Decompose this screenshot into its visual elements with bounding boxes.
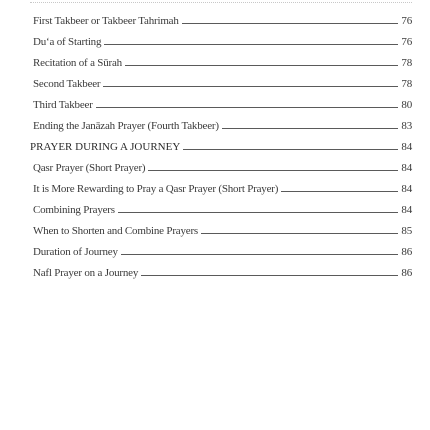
toc-entry-page: 86 <box>401 267 412 279</box>
toc-entry[interactable] <box>30 111 412 132</box>
toc-entry-title: Recitation of a Sūrah <box>33 57 122 69</box>
toc-entry-title: Duration of Journey <box>33 246 118 258</box>
top-divider <box>30 2 412 3</box>
toc-entry-page: 76 <box>401 36 412 48</box>
table-of-contents <box>30 6 412 279</box>
toc-entry-page: 80 <box>401 99 412 111</box>
toc-leader-line <box>125 65 398 66</box>
toc-entry[interactable] <box>30 174 412 195</box>
toc-leader-line <box>118 212 399 213</box>
toc-entry[interactable] <box>30 195 412 216</box>
toc-entry-page: 83 <box>401 120 412 132</box>
toc-leader-line <box>121 254 399 255</box>
toc-entry[interactable] <box>30 27 412 48</box>
toc-entry-title: Combining Prayers <box>33 204 115 216</box>
toc-entry-title: Nafl Prayer on a Journey <box>33 267 139 279</box>
toc-entry[interactable] <box>30 216 412 237</box>
toc-entry-page: 78 <box>401 78 412 90</box>
toc-leader-line <box>183 149 398 150</box>
toc-entry-page: 84 <box>401 183 412 195</box>
toc-entry[interactable] <box>30 69 412 90</box>
toc-entry-title: Ending the Janāzah Prayer (Fourth Takbeer) <box>33 120 219 132</box>
toc-leader-line <box>222 128 399 129</box>
toc-entry-title: It is More Rewarding to Pray a Qasr Prayer (Short Prayer) <box>33 183 279 195</box>
toc-leader-line <box>182 23 399 24</box>
toc-entry-page: 84 <box>401 162 412 174</box>
toc-entry-title: When to Shorten and Combine Prayers <box>33 225 198 237</box>
toc-leader-line <box>141 275 398 276</box>
toc-leader-line <box>96 107 399 108</box>
toc-entry-page: 86 <box>401 246 412 258</box>
toc-entry-page: 85 <box>401 225 412 237</box>
toc-entry-page: 84 <box>401 204 412 216</box>
toc-leader-line <box>201 233 398 234</box>
toc-leader-line <box>281 191 398 192</box>
toc-entry[interactable] <box>30 6 412 27</box>
toc-leader-line <box>104 44 398 45</box>
toc-entry-page: 78 <box>401 57 412 69</box>
toc-section-heading[interactable] <box>30 132 412 153</box>
toc-entry-title: Second Takbeer <box>33 78 101 90</box>
toc-entry-title: Qasr Prayer (Short Prayer) <box>33 162 146 174</box>
toc-entry[interactable] <box>30 153 412 174</box>
toc-leader-line <box>103 86 398 87</box>
toc-entry-page: 84 <box>401 141 412 153</box>
toc-entry[interactable] <box>30 90 412 111</box>
toc-entry-title: Du‘a of Starting <box>33 36 102 48</box>
toc-entry-title: Third Takbeer <box>33 99 93 111</box>
toc-leader-line <box>148 170 398 171</box>
toc-entry-page: 76 <box>401 15 412 27</box>
toc-entry[interactable] <box>30 237 412 258</box>
toc-entry-title: First Takbeer or Takbeer Tahrimah <box>33 15 179 27</box>
toc-section-title: PRAYER DURING A JOURNEY <box>30 141 181 153</box>
toc-entry[interactable] <box>30 48 412 69</box>
toc-entry[interactable] <box>30 258 412 279</box>
